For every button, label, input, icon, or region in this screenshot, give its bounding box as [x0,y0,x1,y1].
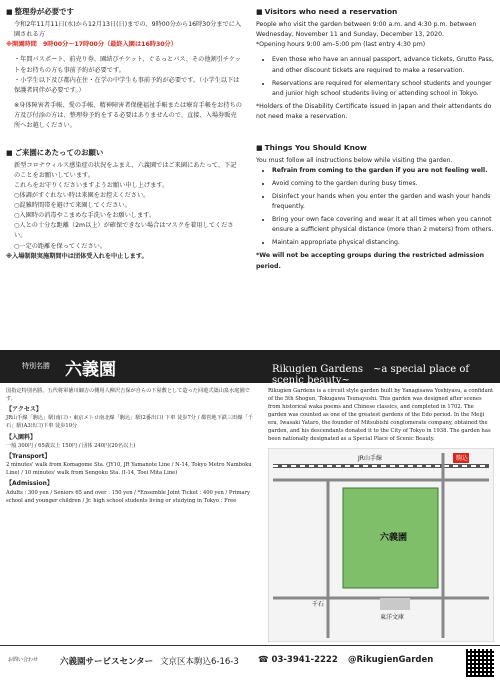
request-item: ○混雑時間帯を避けて来園してください。 [14,202,131,210]
map-toyo-bunko: 東洋文庫 [380,614,405,621]
map-komagome: 駒込 [456,455,469,462]
reservation-list-en [256,55,494,98]
request-intro-jp: 新型コロナウィルス感染症の状況をふまえ、六義園ではご来園にあたって、下記のことをお願いしています。 [14,162,237,180]
access-map [268,448,494,642]
map-sengoku: 千石 [312,601,325,608]
garden-info-en: Rikugien Gardens is a circuit style garden built by Yanagisawa Yoshiyasu, a confidant of the 5th Shogun, Tokugawa Tsunayoshi. This garden was designed after scenes from historical waka poems and Chinese classics, and completed in 1702. The garden was counted as one of the greatest gardens of the Edo period. In the Meiji era, Iwasaki Yataro, the founder of Mitsubishi conglomerate company, obtained the garden, and his descendants donated it to the City of Tokyo in 1938. The garden has been nationally designated as a Special Place of Scenic Beauty. [268,388,494,443]
garden-banner [0,350,500,386]
list-item: • Reservations are required for elementary school students and younger and junior high school students living or attending school in Tokyo. [272,79,494,99]
access-heading: 【アクセス】 [6,406,42,414]
disability-note-en: *Holders of the Disability Certificate issued in Japan and their attendants do not need make a reservation. [256,102,492,120]
banner-name-jp: 六義園 [65,360,116,380]
left-column [6,6,242,262]
admission-heading: 【Admission】 [6,480,53,488]
transport-heading: 【Transport】 [6,452,51,460]
student-note-jp: ・小学生以下及び都内在住・在学の中学生も事前予約が必要です。（小学生以下は保護者同伴が必要です。） [14,76,240,94]
footer-center: 六義園サービスセンター [60,657,154,667]
heading-request-jp: ■ ご来園にあたってのお願い [6,147,242,159]
list-item: • Disinfect your hands when you enter the garden and wash your hands frequently. [272,192,494,212]
garden-intro-jp: 国指定特別名勝。五代将軍徳川綱吉の側用人柳沢吉保が自らの下屋敷として造った回遊式築山泉水庭園です。 [6,388,250,403]
footer [0,645,500,682]
fee-text: 一般 300円 / 65歳以上 150円 / 団体 240円(20名以上) [6,442,136,449]
transport-text: 2 minutes' walk from Komagome Sta. (JY10, JR Yamanote Line / N-14, Tokyo Metro Namboku Line) / 10 minutes' walk from Sengoku Sta. (I-14, Toei Mita Line) [6,462,252,477]
reservation-period-en: People who visit the garden between 9:00 a.m. and 4:30 p.m. between Wednesday, November 11 and Sunday, December 13, 2020. [256,21,477,39]
opening-hours-en: *Opening hours 9:00 am–5:00 pm (last entry 4:30 pm) [256,41,426,49]
request-item: ○一定の距離を保ってください。 [14,242,107,250]
disability-note-jp: ※身体障害者手帳、愛の手帳、精神障害者保健福祉手帳または療育手帳をお持ちの方及び付添の方は、整理券予約をする必要はありませんので、直接、入場券販売所へお越しください。 [14,101,242,129]
group-note-en: *We will not be accepting groups during the restricted admission period. [256,252,485,270]
banner-name-en: Rikugien Gardens ~a special place of scenic beauty~ [272,364,470,386]
list-item: • Refrain from coming to the garden if you are not feeling well. [272,166,494,176]
list-item: • Bring your own face covering and wear it at all times when you cannot ensure a sufficient physical distance (more than 2 meters) from others. [272,215,494,235]
heading-things-en: ■ Things You Should Know [256,142,494,154]
qr-code-icon [466,649,494,677]
fee-heading: 【入園料】 [6,433,37,441]
map-jr-line: JR山手線 [358,455,382,462]
list-item: • Maintain appropriate physical distancing. [272,238,494,248]
things-intro-en: You must follow all instructions below while visiting the garden. [256,157,453,165]
map-rikugien: 六義園 [380,533,408,543]
heading-reservation-en: ■ Visitors who need a reservation [256,6,494,18]
request-item: ○入園時の消毒やこまめな手洗いをお願いします。 [14,212,156,220]
access-text: JR山手線「駒込」駅(南口)・東京メトロ南北線「駒込」駅(2番出口) 下車 徒歩7分 / 都営地下鉄三田線「千石」駅(A3出口)下車 徒歩10分 [6,415,253,430]
admission-text: Adults : 300 yen / Seniors 65 and over : 150 yen / *Ensemble Joint Ticket : 400 yen / Primary school and younger children / Jr. high school students living or studying in Tokyo : Free [6,489,250,504]
things-list-en [256,166,494,248]
group-note-jp: ※入場制限実施期間中は団体受入れを中止します。 [6,252,148,260]
footer-inquiry: お問い合わせ [8,657,39,663]
request-item: ○体調がすぐれない時は来園をお控えください。 [14,192,150,200]
opening-hours-jp: ※開園時間 9時00分～17時00分（最終入園は16時30分） [6,41,177,49]
request-intro2-jp: これらをお守りくださいますようお願い申し上げます。 [14,182,169,190]
banner-label: 特別名勝 [22,362,50,370]
right-column [256,6,494,272]
ticket-note-jp: ・年間パスポート、前売り券、園結びチケット、ぐるっとパス、その他割引チケットをお持ちの方も事前予約が必要です。 [14,56,241,74]
footer-twitter: @RikugienGarden [348,655,434,665]
heading-reservation-jp: ■ 整理券が必要です [6,6,242,18]
request-item: ○人との十分な距離（2m以上）が確保できない場合はマスクを着用してください。 [14,222,234,240]
list-item: • Avoid coming to the garden during busy times. [272,179,494,189]
reservation-period-jp: 令和2年11月11日(水)から12月13日(日)までの、9時00分から16時30分までに入園される方 [14,21,242,39]
list-item: • Even those who have an annual passport, advance tickets, Grutto Pass, and other discount tickets are required to make a reservation. [272,55,494,75]
garden-info-jp [6,387,256,505]
footer-phone: ☎ 03-3941-2222 [258,655,338,665]
footer-address: 文京区本駒込6-16-3 [160,657,239,667]
